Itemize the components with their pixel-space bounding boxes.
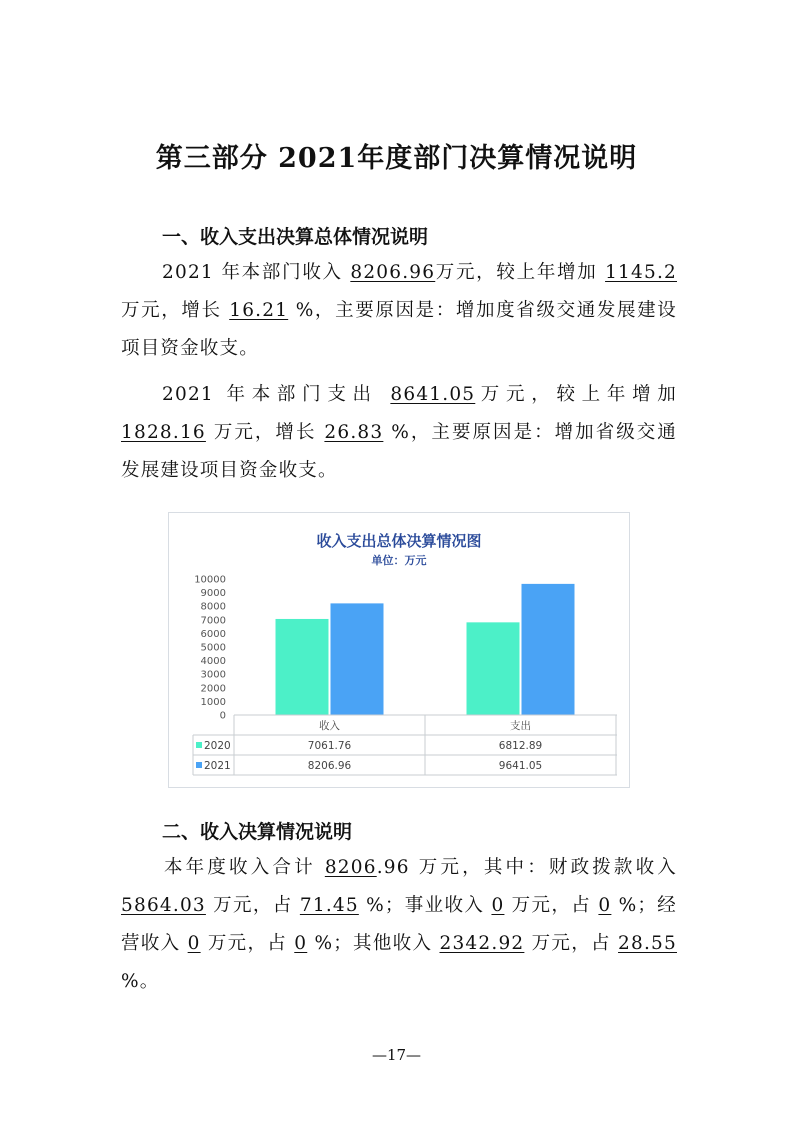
- expense-value: 8641.05: [390, 384, 476, 405]
- chart-title: 收入支出总体决算情况图: [316, 532, 482, 550]
- category-label: 收入: [319, 720, 340, 732]
- y-tick-label: 1000: [200, 696, 226, 708]
- y-tick-label: 10000: [194, 574, 226, 586]
- business-income-value: 0: [187, 933, 201, 954]
- y-tick-label: 8000: [200, 601, 226, 613]
- y-tick-label: 5000: [200, 642, 226, 654]
- bar-2020-0: [276, 619, 329, 715]
- y-tick-label: 9000: [200, 588, 226, 600]
- chart-subtitle: 单位：万元: [371, 554, 427, 567]
- career-pct-value: 0: [598, 895, 612, 916]
- income-growth-value: 16.21: [229, 300, 289, 321]
- page-title: 第三部分 2021年度部门决算情况说明: [155, 143, 638, 174]
- section-heading-income: 二、收入决算情况说明: [162, 821, 353, 843]
- bar-2021-1: [522, 584, 575, 715]
- business-pct-value: 0: [294, 933, 308, 954]
- other-income-value: 2342.92: [439, 933, 525, 954]
- page-number: —17—: [371, 1046, 422, 1064]
- bar-2020-1: [467, 622, 520, 715]
- data-table-value: 8206.96: [307, 760, 352, 772]
- category-label: 支出: [510, 720, 531, 732]
- bar-2021-0: [331, 603, 384, 715]
- income-value: 8206.96: [350, 262, 436, 283]
- legend-swatch-2021: [196, 762, 202, 768]
- other-pct-value: 28.55: [618, 933, 677, 954]
- fiscal-pct-value: 71.45: [299, 895, 359, 916]
- expense-increase-value: 1828.16: [121, 422, 206, 443]
- data-table-value: 7061.76: [307, 740, 352, 752]
- paragraph-income: 2021 年本部门收入 8206.96万元，较上年增加 1145.2 万元，增长 16.21 %，主要原因是：增加度省级交通发展建设项目资金收支。: [121, 262, 677, 359]
- chart-svg: [169, 513, 629, 787]
- y-tick-label: 7000: [200, 615, 226, 627]
- expense-growth-value: 26.83: [324, 422, 384, 443]
- paragraph-income-detail: 本年度收入合计 8206.96 万元，其中：财政拨款收入 5864.03 万元，占 71.45 %；事业收入 0 万元，占 0 %；经营收入 0 万元，占 0 %；其他收入 2342.92 万元，占 28.55 %。: [121, 857, 677, 992]
- career-income-value: 0: [491, 895, 505, 916]
- income-increase-value: 1145.2: [605, 262, 677, 283]
- y-tick-label: 4000: [200, 656, 226, 668]
- y-tick-label: 3000: [200, 669, 226, 681]
- y-tick-label: 6000: [200, 628, 226, 640]
- data-table-value: 9641.05: [498, 760, 543, 772]
- legend-label-2020: 2020: [204, 740, 231, 752]
- paragraph-expense: 2021 年本部门支出 8641.05万元，较上年增加 1828.16 万元，增长 26.83 %，主要原因是：增加省级交通发展建设项目资金收支。: [121, 384, 677, 481]
- legend-swatch-2020: [196, 742, 202, 748]
- income-expense-chart: [168, 512, 630, 788]
- legend-label-2021: 2021: [204, 760, 231, 772]
- y-tick-label: 0: [219, 710, 226, 722]
- y-tick-label: 2000: [200, 683, 226, 695]
- total-income-value: 8206: [324, 857, 377, 878]
- fiscal-income-value: 5864.03: [121, 895, 206, 916]
- data-table-value: 6812.89: [498, 740, 543, 752]
- section-heading-overall: 一、收入支出决算总体情况说明: [162, 226, 429, 248]
